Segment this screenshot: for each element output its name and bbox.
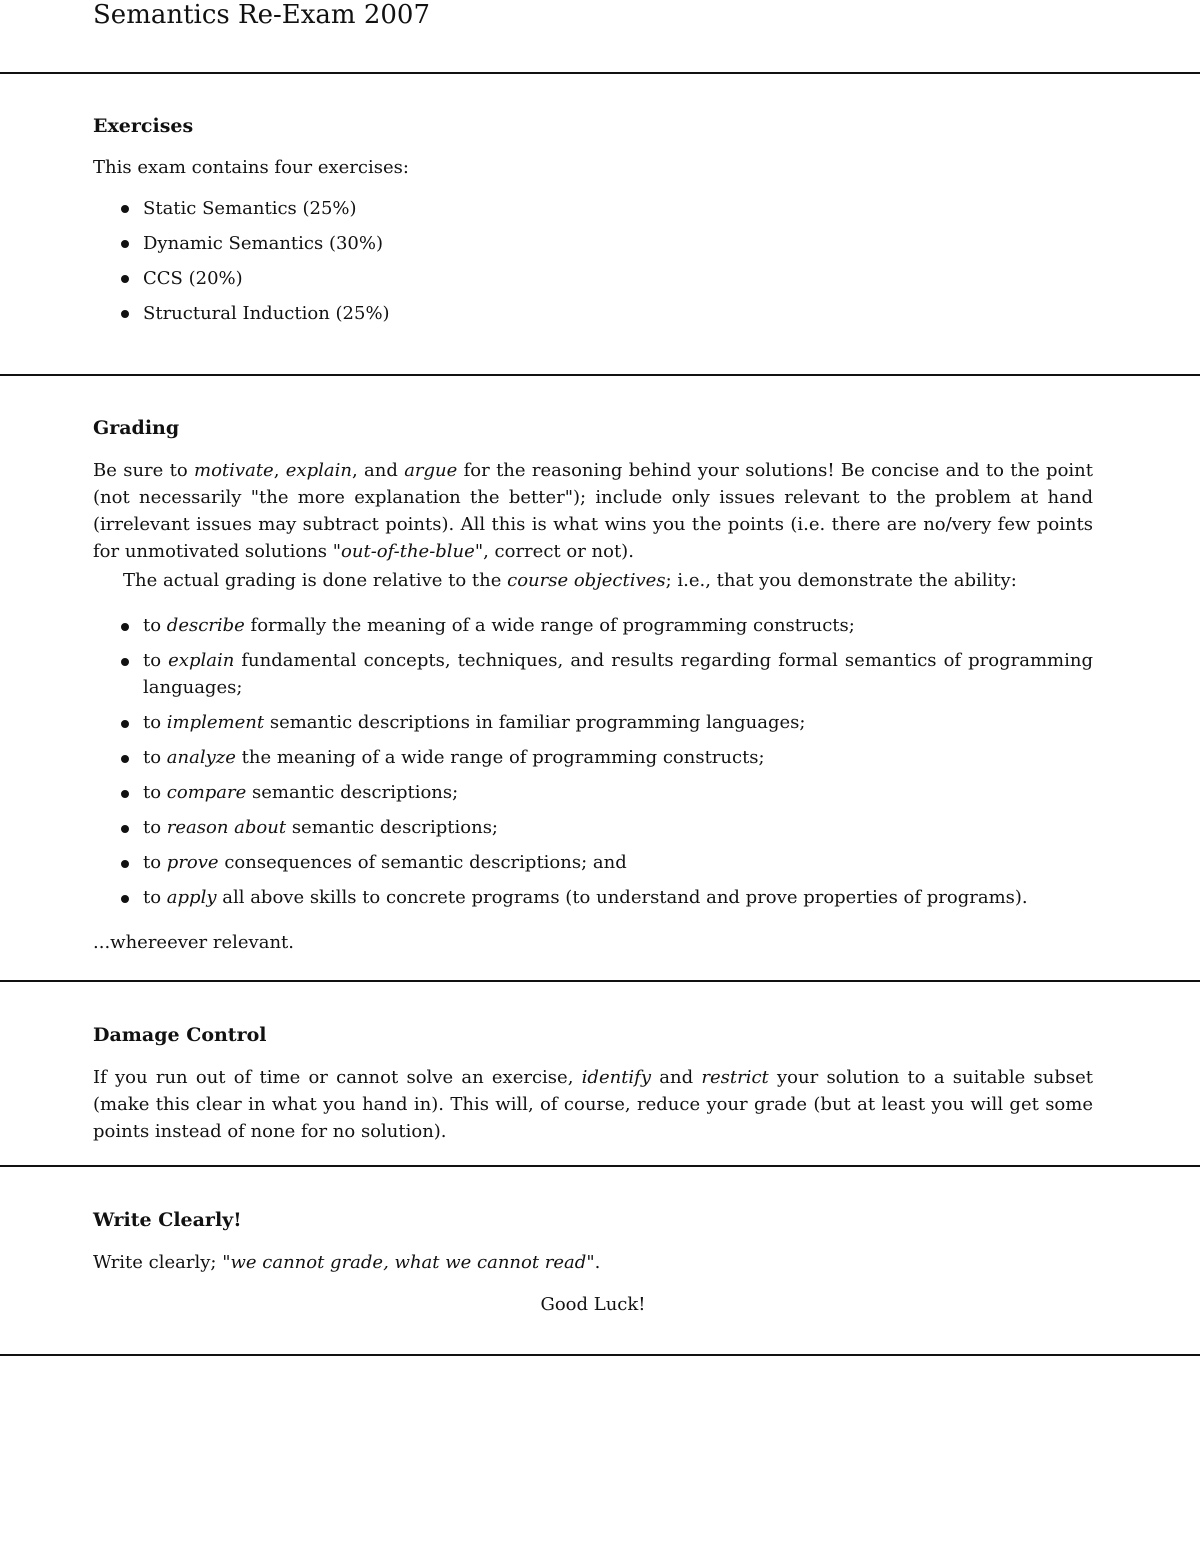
write-clearly-section — [93, 1208, 1093, 1318]
list-item: Structural Induction (25%) — [93, 296, 1093, 331]
write-clearly-paragraph: Write clearly; "we cannot grade, what we cannot read". — [93, 1252, 601, 1273]
grading-closing: ...whereever relevant. — [93, 932, 294, 953]
list-item: Dynamic Semantics (30%) — [93, 226, 1093, 261]
bullet-icon — [121, 205, 129, 213]
list-item: to reason about semantic descriptions; — [93, 814, 1093, 841]
list-item: Static Semantics (25%) — [93, 191, 1093, 226]
bullet-icon — [121, 755, 129, 763]
write-clearly-heading: Write Clearly! — [93, 1209, 242, 1231]
grading-paragraph: Be sure to motivate, explain, and argue for the reasoning behind your solutions! Be concise and to the point (not necessarily "the more explanation the better"); include only issues relevant to the problem at hand (irrelevant issues may subtract points). All this is what wins you the points (i.e. there are no/very few points for unmotivated solutions "out-of-the-blue", correct or not). — [93, 460, 1093, 562]
bullet-icon — [121, 720, 129, 728]
bullet-icon — [121, 825, 129, 833]
bullet-icon — [121, 275, 129, 283]
damage-control-heading: Damage Control — [93, 1024, 267, 1046]
list-item: CCS (20%) — [93, 261, 1093, 296]
exercises-section — [93, 114, 1093, 331]
exercises-intro: This exam contains four exercises: — [93, 157, 409, 178]
grading-objectives-intro: The actual grading is done relative to the course objectives; i.e., that you demonstrate the ability: — [123, 570, 1017, 591]
section-divider — [0, 1165, 1200, 1167]
damage-control-section — [93, 1023, 1093, 1145]
section-divider — [0, 72, 1200, 74]
list-item: to analyze the meaning of a wide range of programming constructs; — [93, 744, 1093, 771]
bullet-icon — [121, 895, 129, 903]
page-title: Semantics Re-Exam 2007 — [93, 0, 431, 30]
damage-control-paragraph: If you run out of time or cannot solve an exercise, identify and restrict your solution to a suitable subset (make this clear in what you hand in). This will, of course, reduce your grade (but at least you will get some points instead of none for no solution). — [93, 1067, 1094, 1142]
list-item: to explain fundamental concepts, techniques, and results regarding formal semantics of programming languages; — [93, 647, 1093, 701]
bullet-icon — [121, 860, 129, 868]
exercises-list — [93, 191, 1093, 331]
list-item: to compare semantic descriptions; — [93, 779, 1093, 806]
objectives-list — [93, 612, 1093, 911]
bullet-icon — [121, 658, 129, 666]
list-item: to implement semantic descriptions in familiar programming languages; — [93, 709, 1093, 736]
list-item: to describe formally the meaning of a wide range of programming constructs; — [93, 612, 1093, 639]
bullet-icon — [121, 623, 129, 631]
section-divider — [0, 980, 1200, 982]
list-item: to apply all above skills to concrete programs (to understand and prove properties of programs). — [93, 884, 1093, 911]
list-item: to prove consequences of semantic descriptions; and — [93, 849, 1093, 876]
grading-heading: Grading — [93, 417, 180, 439]
exercises-heading: Exercises — [93, 115, 194, 137]
bullet-icon — [121, 240, 129, 248]
grading-section — [93, 416, 1093, 956]
good-luck-text: Good Luck! — [540, 1294, 646, 1315]
section-divider — [0, 1354, 1200, 1356]
bullet-icon — [121, 790, 129, 798]
bullet-icon — [121, 310, 129, 318]
section-divider — [0, 374, 1200, 376]
